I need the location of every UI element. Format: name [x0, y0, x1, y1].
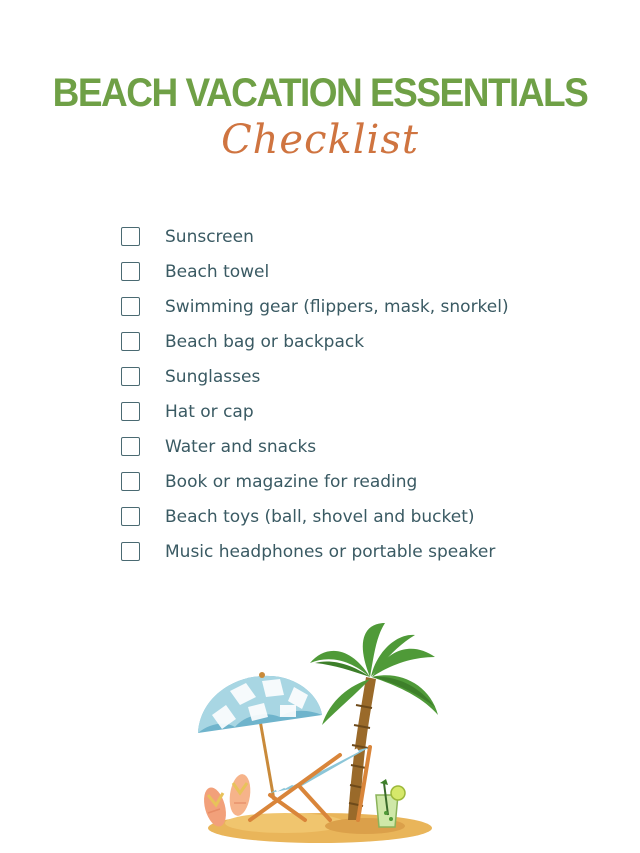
checklist-item[interactable] [121, 324, 509, 359]
checklist [121, 219, 509, 569]
checkbox[interactable] [121, 507, 140, 526]
sand-icon [208, 813, 432, 843]
checklist-item[interactable] [121, 534, 509, 569]
checklist-item-label: Beach toys (ball, shovel and bucket) [165, 506, 475, 527]
checklist-item-label: Water and snacks [165, 436, 317, 457]
checkbox[interactable] [121, 437, 140, 456]
checklist-item-label: Hat or cap [165, 401, 254, 422]
checklist-item-label: Beach bag or backpack [165, 331, 365, 352]
page-title: BEACH VACATION ESSENTIALS [52, 70, 588, 115]
checklist-item[interactable] [121, 499, 509, 534]
checklist-item-label: Book or magazine for reading [165, 471, 418, 492]
beach-illustration [190, 615, 450, 845]
checklist-item-label: Beach towel [165, 261, 270, 282]
checklist-item-label: Sunglasses [165, 366, 261, 387]
checkbox[interactable] [121, 367, 140, 386]
checklist-item-label: Swimming gear (flippers, mask, snorkel) [165, 296, 509, 317]
page-subtitle: Checklist [221, 117, 419, 163]
checklist-item[interactable] [121, 394, 509, 429]
palm-tree-icon [310, 623, 438, 820]
checkbox[interactable] [121, 262, 140, 281]
checklist-item[interactable] [121, 289, 509, 324]
checklist-item[interactable] [121, 254, 509, 289]
checkbox[interactable] [121, 227, 140, 246]
checkbox[interactable] [121, 332, 140, 351]
checklist-item-label: Music headphones or portable speaker [165, 541, 496, 562]
checkbox[interactable] [121, 472, 140, 491]
checkbox[interactable] [121, 297, 140, 316]
checkbox[interactable] [121, 402, 140, 421]
checkbox[interactable] [121, 542, 140, 561]
checklist-item-label: Sunscreen [165, 226, 254, 247]
checklist-item[interactable] [121, 464, 509, 499]
checklist-item[interactable] [121, 219, 509, 254]
checklist-item[interactable] [121, 359, 509, 394]
checklist-item[interactable] [121, 429, 509, 464]
